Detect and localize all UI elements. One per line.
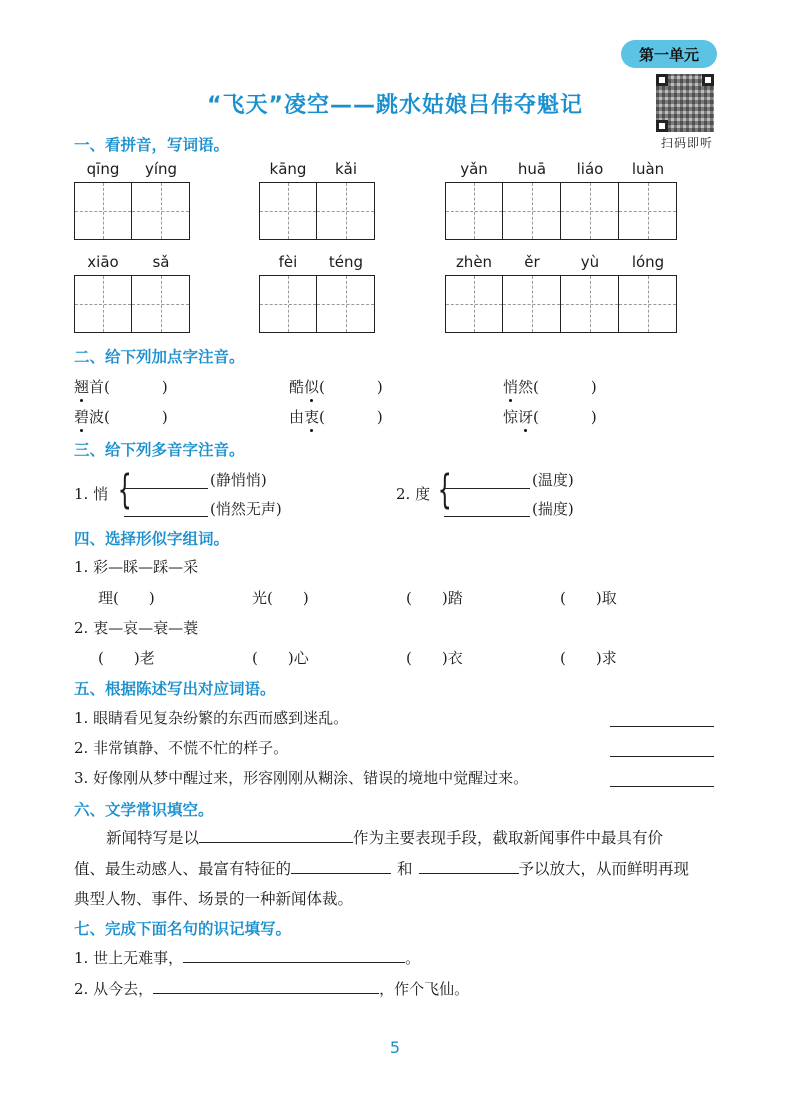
writing-box[interactable] xyxy=(561,275,619,333)
fill-item[interactable]: 光( ) xyxy=(252,589,309,607)
pinyin-label: fèi xyxy=(278,253,298,271)
pinyin-group xyxy=(445,160,677,240)
quote-item: 2. 从今去， ，作个飞仙。 xyxy=(74,977,469,999)
phonetic-item: 酷似( ) xyxy=(289,378,383,396)
writing-box[interactable] xyxy=(445,275,503,333)
dotted-char: 讶 xyxy=(518,408,534,426)
section-6-heading: 六、文学常识填空。 xyxy=(74,801,214,819)
writing-box[interactable] xyxy=(445,182,503,240)
fill-item[interactable]: ( )踏 xyxy=(406,589,463,607)
page-number: 5 xyxy=(389,1038,401,1057)
section-3-heading: 三、给下列多音字注音。 xyxy=(74,441,245,459)
paragraph-line: 典型人物、事件、场景的一种新闻体裁。 xyxy=(74,890,354,908)
polyphone-label: 2. 度 xyxy=(396,485,431,503)
polyphone-word: (悄然无声) xyxy=(210,500,282,518)
section-2-heading: 二、给下列加点字注音。 xyxy=(74,348,245,366)
dotted-char: 悄 xyxy=(503,378,519,396)
answer-blank[interactable] xyxy=(291,857,391,874)
answer-blank[interactable] xyxy=(183,946,405,963)
writing-box[interactable] xyxy=(619,182,677,240)
pinyin-label: liáo xyxy=(576,160,604,178)
fill-item[interactable]: ( )取 xyxy=(560,589,617,607)
qr-label: 扫码即听 xyxy=(660,136,713,150)
pinyin-group xyxy=(259,160,375,240)
writing-box[interactable] xyxy=(503,275,561,333)
writing-box[interactable] xyxy=(259,275,317,333)
pinyin-label: xiāo xyxy=(87,253,119,271)
polyphone-word: (温度) xyxy=(532,471,574,489)
section-1-heading: 一、看拼音，写词语。 xyxy=(74,136,230,154)
answer-blank[interactable] xyxy=(610,768,714,787)
brace-icon: { xyxy=(117,467,132,513)
answer-blank[interactable] xyxy=(610,738,714,757)
fill-item[interactable]: ( )求 xyxy=(560,649,617,667)
fill-item[interactable]: 理( ) xyxy=(98,589,155,607)
dotted-char: 碧 xyxy=(74,408,90,426)
answer-blank[interactable] xyxy=(153,977,379,994)
fill-item[interactable]: ( )心 xyxy=(252,649,309,667)
phonetic-item: 碧波( ) xyxy=(74,408,168,426)
pinyin-label: zhèn xyxy=(455,253,493,271)
paragraph-line: 值、最生动感人、最富有特征的 和 予以放大，从而鲜明再现 xyxy=(74,857,689,879)
fill-item[interactable]: ( )老 xyxy=(98,649,155,667)
pinyin-label: yǎn xyxy=(460,160,488,178)
answer-blank[interactable] xyxy=(199,826,353,843)
statement-item: 2. 非常镇静、不慌不忙的样子。 xyxy=(74,739,289,757)
answer-blank[interactable] xyxy=(444,498,530,517)
writing-box[interactable] xyxy=(74,275,132,333)
writing-box[interactable] xyxy=(317,275,375,333)
pinyin-label: kǎi xyxy=(334,160,358,178)
pinyin-label: yíng xyxy=(144,160,178,178)
paragraph-line: 新闻特写是以 作为主要表现手段，截取新闻事件中最具有价 xyxy=(106,826,663,848)
pinyin-label: huā xyxy=(517,160,547,178)
pinyin-group xyxy=(259,253,375,333)
polyphone-label: 1. 悄 xyxy=(74,485,109,503)
writing-box[interactable] xyxy=(259,182,317,240)
phonetic-item: 由衷( ) xyxy=(289,408,383,426)
phonetic-item: 悄然( ) xyxy=(503,378,597,396)
similar-chars-line: 2. 衷—哀—衰—蓑 xyxy=(74,619,199,637)
answer-blank[interactable] xyxy=(610,708,714,727)
pinyin-label: ěr xyxy=(524,253,540,271)
section-5-heading: 五、根据陈述写出对应词语。 xyxy=(74,680,276,698)
similar-chars-line: 1. 彩—睬—踩—采 xyxy=(74,558,199,576)
answer-blank[interactable] xyxy=(124,470,208,489)
dotted-char: 衷 xyxy=(304,408,320,426)
pinyin-group xyxy=(74,160,190,240)
writing-box[interactable] xyxy=(619,275,677,333)
polyphone-word: (静悄悄) xyxy=(210,471,267,489)
writing-box[interactable] xyxy=(317,182,375,240)
unit-badge: 第一单元 xyxy=(621,40,717,68)
pinyin-label: qīng xyxy=(86,160,120,178)
pinyin-group xyxy=(74,253,190,333)
answer-blank[interactable] xyxy=(444,470,530,489)
writing-box[interactable] xyxy=(132,182,190,240)
writing-box[interactable] xyxy=(74,182,132,240)
pinyin-label: téng xyxy=(328,253,364,271)
pinyin-label: sǎ xyxy=(152,253,170,271)
qr-code-icon[interactable] xyxy=(656,74,714,132)
writing-box[interactable] xyxy=(503,182,561,240)
page-title: “飞天”凌空——跳水姑娘吕伟夺魁记 xyxy=(207,93,583,118)
pinyin-label: kāng xyxy=(269,160,307,178)
section-4-heading: 四、选择形似字组词。 xyxy=(74,530,230,548)
statement-item: 1. 眼睛看见复杂纷繁的东西而感到迷乱。 xyxy=(74,709,349,727)
pinyin-label: lóng xyxy=(631,253,665,271)
fill-item[interactable]: ( )衣 xyxy=(406,649,463,667)
answer-blank[interactable] xyxy=(124,498,208,517)
dotted-char: 似 xyxy=(304,378,320,396)
brace-icon: { xyxy=(437,467,452,513)
statement-item: 3. 好像刚从梦中醒过来，形容刚刚从糊涂、错误的境地中觉醒过来。 xyxy=(74,769,529,787)
pinyin-group xyxy=(445,253,677,333)
writing-box[interactable] xyxy=(132,275,190,333)
polyphone-word: (揣度) xyxy=(532,500,574,518)
answer-blank[interactable] xyxy=(419,857,519,874)
pinyin-label: luàn xyxy=(631,160,665,178)
phonetic-item: 惊讶( ) xyxy=(503,408,597,426)
pinyin-label: yù xyxy=(580,253,600,271)
phonetic-item: 翘首( ) xyxy=(74,378,168,396)
quote-item: 1. 世上无难事， 。 xyxy=(74,946,420,968)
dotted-char: 翘 xyxy=(74,378,90,396)
writing-box[interactable] xyxy=(561,182,619,240)
section-7-heading: 七、完成下面名句的识记填写。 xyxy=(74,920,292,938)
